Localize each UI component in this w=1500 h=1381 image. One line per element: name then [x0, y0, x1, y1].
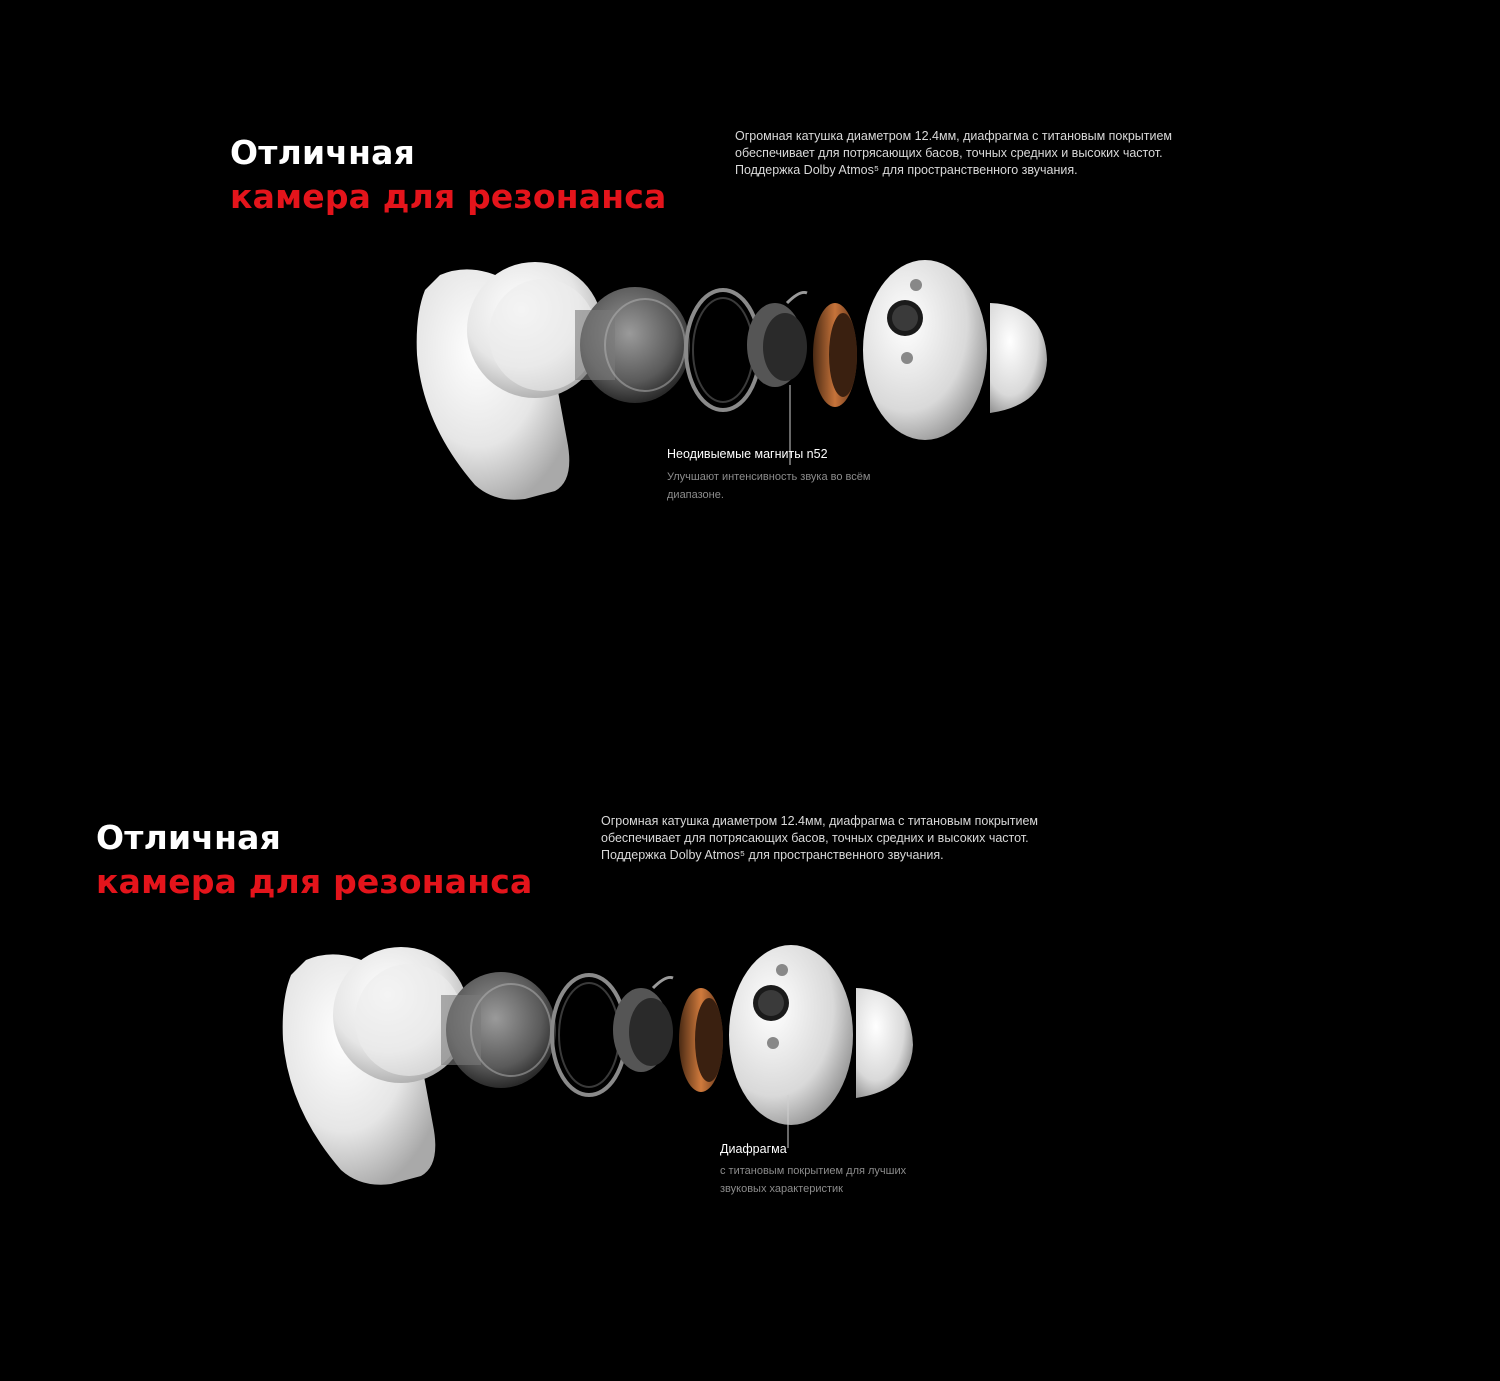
callout-subtitle-line: Улучшают интенсивность звука во всём [667, 471, 871, 483]
description-line: обеспечивает для потрясающих басов, точных средних и высоких частот. [601, 831, 1029, 845]
callout-subtitle [667, 468, 870, 504]
description [735, 128, 1255, 179]
description-line: Поддержка Dolby Atmos⁵ для пространственного звучания. [735, 163, 1078, 177]
headline-line-accent: камера для резонанса [96, 862, 533, 901]
feature-panel-magnets [0, 0, 1500, 690]
description [601, 813, 1121, 864]
headline-line-accent: камера для резонанса [230, 177, 667, 216]
callout-subtitle-line: с титановым покрытием для лучших [720, 1165, 907, 1177]
description-line: Поддержка Dolby Atmos⁵ для пространственного звучания. [601, 848, 944, 862]
headline [96, 816, 532, 904]
description-line: обеспечивает для потрясающих басов, точных средних и высоких частот. [735, 146, 1163, 160]
callout-title: Диафрагма [720, 1142, 787, 1156]
description-line: Огромная катушка диаметром 12.4мм, диафрагма с титановым покрытием [601, 814, 1039, 828]
callout-title: Неодивыемые магниты n52 [667, 447, 828, 461]
headline [230, 131, 666, 219]
headline-line-primary: Отличная [96, 818, 281, 857]
feature-panel-diaphragm [0, 690, 1500, 1380]
callout-subtitle-line: диапазоне. [667, 489, 724, 501]
exploded-earbud-illustration [271, 940, 921, 1195]
description-line: Огромная катушка диаметром 12.4мм, диафрагма с титановым покрытием [735, 129, 1173, 143]
callout-subtitle [720, 1162, 906, 1198]
headline-line-primary: Отличная [230, 133, 415, 172]
callout-subtitle-line: звуковых характеристик [720, 1183, 843, 1195]
